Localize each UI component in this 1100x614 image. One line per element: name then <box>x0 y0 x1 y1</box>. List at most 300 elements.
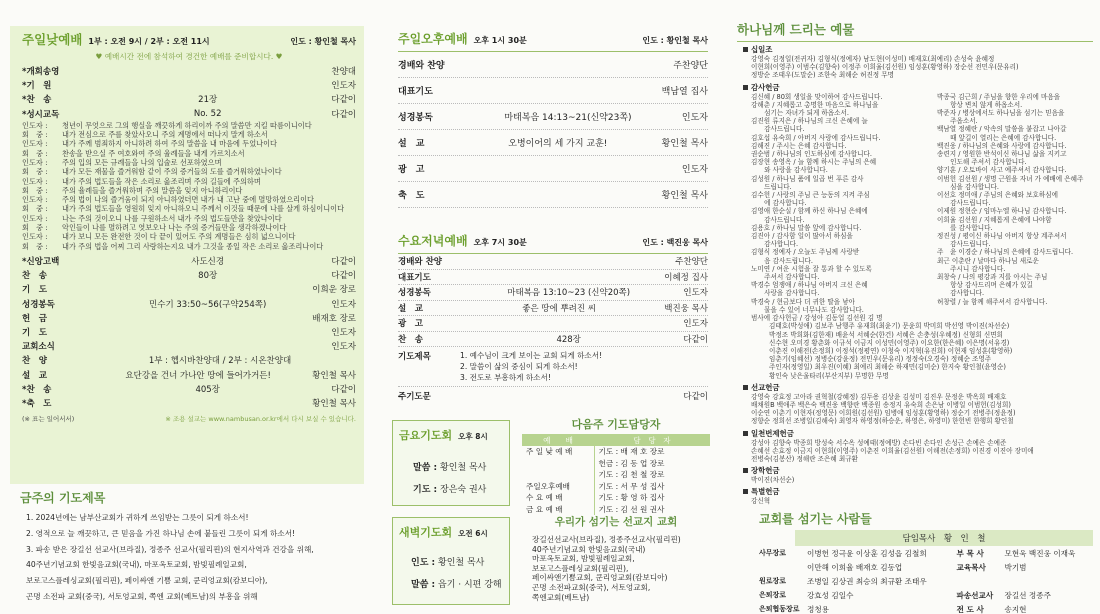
order-person: 인도자 <box>331 81 356 92</box>
wednesday-prayer-item: 2. 말씀이 삶의 중심이 되게 하소서! <box>460 362 578 371</box>
sunday-service-title: 주일낮예배 <box>22 32 83 47</box>
thanks-line: 감사합니다. <box>937 289 985 298</box>
order-label: *기 원 <box>22 81 52 92</box>
thanks-line: 이범헌 김선원 / 생명 근원을 자녀 가 예배에 은혜주 <box>937 174 1084 183</box>
reading-line <box>22 242 356 251</box>
friday-prayer-box <box>392 420 510 506</box>
order-label: *신앙고백 <box>22 257 60 267</box>
order-content: 사도신경 <box>191 257 225 267</box>
staff-names-2 <box>1004 574 1093 588</box>
order-person: 인도자 <box>681 113 708 123</box>
order-row <box>22 353 356 367</box>
thanks-line: 를 감사합니다. <box>937 223 993 232</box>
sunday-service-times: 1부 : 오전 9시 / 2부 : 오전 11시 <box>88 37 210 46</box>
dawn-time: 오전 6시 <box>458 529 488 538</box>
sunday-pm-order <box>398 52 708 208</box>
staff-names-2: 송지현 <box>1004 604 1027 614</box>
order-label: 헌 금 <box>22 313 47 324</box>
thanks-line: 에 감사합니다. <box>751 199 807 208</box>
reading-text: 내가 보니 모든 완전한 것이 다 끝이 있어도 주의 계명들은 심히 넓으니이다 <box>62 232 296 242</box>
order-person: 인도자 <box>331 299 356 310</box>
order-row <box>22 254 356 268</box>
prayer-topic: 3. 파송 받은 장길선 선교사(브라질), 정종주 선교사(필리핀)의 현지사역과 건강을 위해, <box>26 544 314 554</box>
reading-line <box>22 158 356 167</box>
responsive-reading <box>22 121 356 251</box>
order-row <box>22 78 356 92</box>
order-label: 경배와 찬양 <box>398 61 445 71</box>
reading-text: 내가 주의 법도들을 영원히 잊지 아니하오니 주께서 이것들 때문에 나를 살게 하심이니이다 <box>62 204 345 214</box>
reading-line <box>22 167 356 176</box>
thanks-line: 이춘진 이해전(손정희) 이정석(정평연) 이청숙 이지혁(유진희) 이현재 임성훈(황영하) <box>769 346 1013 355</box>
wednesday-order <box>398 254 708 347</box>
thanks-line: 주셔서 감사합니다. <box>751 273 820 282</box>
reading-text: 찬송을 받으실 주 여호와여 주의 율례들을 내게 가르치소서 <box>62 148 245 158</box>
order-person: 인도자 <box>681 165 708 175</box>
staff-names: 정청용 <box>807 604 830 614</box>
order-person: 다같이 <box>683 334 708 345</box>
helper-service <box>522 458 594 470</box>
order-row <box>398 104 708 130</box>
staff-names-2: 모현욱 백진웅 이재욱 <box>1004 548 1076 558</box>
mission-line: 보로고스플레싱교회(필리핀), <box>532 563 629 573</box>
mission-line: 페이싸앤기쁨교회, 쿤리엉교회(캄보디아) <box>532 573 668 583</box>
order-row <box>398 130 708 156</box>
offering-title: 하나님께 드리는 예물 <box>737 20 1093 42</box>
order-person: 이혜정 집사 <box>664 272 708 283</box>
staff-role-2 <box>956 574 1004 588</box>
offering-category <box>743 428 1093 439</box>
order-label: 기 도 <box>22 327 47 338</box>
staff-role: 은퇴협동장로 <box>759 605 800 613</box>
thanks-list-more <box>743 322 1093 379</box>
standing-note: (※ 표는 일어서서) <box>22 414 75 423</box>
staff-title: 교회를 섬기는 사람들 <box>759 512 872 526</box>
reading-speaker: 인도자 : <box>22 120 48 130</box>
dawn-value-2: 읍기 · 시편 강해 <box>438 580 502 590</box>
order-content: 마태복음 14:13~21(신약23쪽) <box>504 113 632 123</box>
thanks-line: 주 윤 이경순 / 하나님의 은혜에 감사드립니다. <box>937 248 1074 257</box>
offering-category-name: 특별헌금 <box>751 487 780 497</box>
thanks-line: 백남열 정혜란 / 악속의 말씀을 붙잡고 나아갈 <box>937 125 1067 134</box>
mission-line: 곤명 소전파교회(중국), 서토엉교회, <box>532 582 651 592</box>
sunday-pm-leader: 인도 : 황인철 목사 <box>642 36 708 45</box>
reading-speaker: 인도자 : <box>22 176 48 186</box>
staff-role: 은퇴장로 <box>759 591 787 599</box>
thanks-line: 양기훈 / 오토바이 사고 예주셔서 감사합니다. <box>937 166 1067 175</box>
offering-name-line: 정향순 정희선 조병일(김해숙) 최영자 하영정(하승운, 하영은, 하영미) 한헌빈 한행희 황인철 <box>751 417 1014 426</box>
lords-prayer-label: 주기도문 <box>398 392 431 402</box>
thanks-line: 범사에 감사헌금 / 강성아 김동업 김선원 김 명 <box>751 314 883 323</box>
mission-line: 40주년기념교회 한빛음교회(국내) <box>532 544 646 554</box>
helper-service <box>522 469 594 481</box>
order-content: 좋은 땅에 뿌려진 씨 <box>522 303 597 314</box>
thanks-line: 신수현 오미경 황춘화 이규석 이금지 이성민(이영주) 이요한(한은혜) 이은명(서유경) <box>769 338 1010 347</box>
thanks-line: 최창숙 / 나의 평강과 지를 아시는 주님 <box>937 273 1048 282</box>
order-person: 인도자 <box>331 327 356 338</box>
thanks-line: 최근 이춘란 / 날마다 하나님 새로운 <box>937 256 1039 265</box>
staff-role-2: 전 도 사 <box>956 604 984 614</box>
thanks-line: 음 감사드립니다. <box>751 256 813 265</box>
order-person: 다같이 <box>331 257 356 267</box>
thanks-line: 항상 감사드리며 은혜가 있길 <box>937 281 1033 290</box>
order-content: 21장 <box>198 95 218 106</box>
reading-line <box>22 139 356 148</box>
sunday-order-list <box>22 64 356 121</box>
order-label: 광 고 <box>398 165 425 175</box>
order-person: 황인철 목사 <box>312 398 356 409</box>
reading-speaker: 인도자 : <box>22 213 48 223</box>
reading-speaker: 회 중 : <box>22 130 48 140</box>
sunday-intro: ♥ 예배시간 전에 참석하여 경건한 예배를 준비합시다. ♥ <box>95 52 283 61</box>
sunday-pm-title: 주일오후예배 <box>398 32 468 46</box>
offering-category <box>743 465 1093 476</box>
reading-line <box>22 130 356 139</box>
staff-names-2: 박기범 <box>1004 562 1027 572</box>
reading-text: 나는 주의 것이오니 나를 구원하소서 내가 주의 법도들만을 찾았나이다 <box>62 213 282 223</box>
reading-line <box>22 195 356 204</box>
thanks-line: 물을 수 있어 너무나도 감사합니다. <box>751 305 864 314</box>
reading-text: 내가 주의 법을 어찌 그리 사랑하는지요 내가 그것을 종일 작은 소리로 읊조리나이다 <box>62 241 324 251</box>
order-person: 인도자 <box>683 319 708 330</box>
order-person: 다같이 <box>331 384 356 395</box>
reading-speaker: 회 중 : <box>22 223 48 233</box>
helper-person: 기도 : 서 무 성 집사 <box>594 481 710 493</box>
offering-name-line: 강영숙 강효정 고아라 권혁철(강혜정) 김두용 김상윤 김성미 김진우 문정운 박옥희 배재호 <box>751 392 1007 401</box>
order-row <box>22 107 356 121</box>
offering-name-line: 강신혁 <box>751 497 771 506</box>
thanks-line: 김용호 / 하나님 말씀 앞에 감사합니다. <box>751 223 862 232</box>
offering-category <box>743 382 1093 393</box>
order-label: 성경봉독 <box>398 288 431 299</box>
column-right <box>735 0 1100 614</box>
offering-name-line: 박이진(차선순) <box>751 476 795 485</box>
offering-name-line: 배채원B 백애주 백은숙 백진웅 백향란 백종원 송정지 유숙희 손은남 이병일 이범헌(김성희) <box>751 400 1011 409</box>
reading-text: 주의 법이 나의 즐거움이 되지 아니하였더면 내가 내 고난 중에 멸망하였으리이다 <box>62 195 314 205</box>
wednesday-prayer-item: 3. 전도로 부흥하게 하소서! <box>460 373 551 382</box>
thanks-line: 사랑을 감사합니다. <box>751 289 820 298</box>
thanks-line: 때 앞길이 열리는 은혜에 감사합니다. <box>937 133 1057 142</box>
staff-row <box>759 560 1093 574</box>
order-row <box>398 78 708 104</box>
order-label: 대표기도 <box>398 272 431 283</box>
order-person: 다같이 <box>331 109 356 120</box>
order-label: *찬 송 <box>22 384 52 395</box>
tithe-label: 십일조 <box>751 45 773 54</box>
thanks-line: 심을 감사합니다. <box>937 182 999 191</box>
prayer-topic: 곤명 소전파 교회(중국), 서토엉교회, 쪽엔 교회(베트남)의 부흥을 위해 <box>26 591 258 601</box>
thanks-line: 주시니 감사합니다. <box>937 264 1006 273</box>
helpers-title: 다음주 기도담당자 <box>571 418 661 431</box>
helpers-head-1: 예 배 <box>543 435 573 445</box>
friday-value-1: 황인철 목사 <box>440 463 487 473</box>
church-staff <box>759 510 1093 614</box>
prayer-topic: 보로고스플레싱교회(필리핀), 페이싸앤 기쁨 교회, 쿤리엉교회(캄보디아), <box>26 576 268 586</box>
wednesday-header <box>398 232 708 254</box>
order-person: 이희운 장로 <box>312 285 356 296</box>
wednesday-prayer-item: 1. 예수님이 크게 보이는 교회 되게 하소서! <box>460 351 603 360</box>
reading-text: 주의 입의 모든 규례들을 나의 입술로 선포하였으며 <box>62 157 222 167</box>
reading-line <box>22 214 356 223</box>
reading-text: 내가 주의 법도들을 작은 소리로 읊조리며 주의 길들에 주의하며 <box>62 176 261 186</box>
mission-line: 장길선선교사(브라질), 정종주선교사(필리핀) <box>532 535 681 544</box>
reading-speaker: 회 중 : <box>22 241 48 251</box>
order-content: 요단강을 건너 가나안 땅에 들어가거든! <box>125 370 271 381</box>
order-person: 주찬양단 <box>673 61 708 71</box>
lords-prayer-who: 다같이 <box>683 392 708 402</box>
order-label: *개회송영 <box>22 67 60 78</box>
offering-category-names <box>743 439 1093 464</box>
order-label: 대표기도 <box>398 87 433 97</box>
helper-row <box>522 458 710 470</box>
helper-service: 주 일 낮 예 배 <box>526 447 573 457</box>
thanks-line: 이희율 김선원 / 지혜롭게 은혜에 나야함 <box>937 215 1052 224</box>
order-label: 설 교 <box>22 370 47 381</box>
reading-line <box>22 186 356 195</box>
staff-row <box>759 602 1093 614</box>
reading-text: 내가 주께 범죄하지 아니하려 하여 주의 말씀을 내 마음에 두었나이다 <box>62 139 277 149</box>
prayer-topic: 2. 영적으로 늘 깨끗하고, 큰 믿음을 가진 하나님 손에 붙들린 그릇이 되게 하소서! <box>26 528 296 538</box>
wednesday-time: 오후 7시 30분 <box>473 238 527 247</box>
order-row <box>398 52 708 78</box>
order-person: 다같이 <box>331 95 356 106</box>
helper-service: 수 요 예 배 <box>526 493 563 503</box>
order-row <box>398 332 708 348</box>
offering-category <box>743 486 1093 497</box>
thanks-line: 박준자 / 병상에서도 하나님을 섬기는 믿음을 <box>937 109 1065 118</box>
order-person: 황인철 목사 <box>661 191 708 201</box>
helper-row <box>522 481 710 493</box>
order-content: 428장 <box>556 334 581 345</box>
reading-speaker: 인도자 : <box>22 232 48 242</box>
thanks-line: 김형식 정예자 / 오늘도 주님께 사랑받 <box>751 248 860 257</box>
thanks-line: 김영애 한순실 / 함께 하신 하나님 은혜에 <box>751 207 868 216</box>
friday-value-2: 장은숙 권사 <box>440 485 487 495</box>
offering-category-name: 선교헌금 <box>751 382 780 392</box>
thanks-line: 김진아 / 감사함 일이 많아서 하심을 <box>751 232 853 241</box>
reading-text: 주의 율례들을 즐거워하며 주의 말씀을 잊지 아니하리이다 <box>62 185 243 195</box>
order-person: 인도자 <box>331 342 356 353</box>
order-person: 황인철 목사 <box>661 139 708 149</box>
offering-name-line: 이순연 이춘기 이현자(정영문) 이희원(김선원) 임병애 임성훈(황영하) 정순기 전병주(정윤정) <box>751 409 1016 418</box>
reading-text: 청년이 무엇으로 그의 행실을 깨끗하게 하리이까 주의 말씀만 지킬 따름이니이다 <box>62 120 312 130</box>
offering-name-line: 전병숙(김봉산) 정해란 조은혜 최규환 <box>751 454 858 463</box>
friday-label-2: 기도 : <box>413 485 438 495</box>
order-label: 광 고 <box>398 319 423 330</box>
mission-line: 마포옥토교회, 밤빛필례일교회, <box>532 554 635 564</box>
staff-role-2: 교육목사 <box>956 562 986 572</box>
order-person: 배재호 장로 <box>312 313 356 324</box>
order-content: 민수기 33:50~56(구약254쪽) <box>149 299 267 310</box>
wednesday-prayer-label: 기도제목 <box>398 352 431 362</box>
order-row <box>22 339 356 353</box>
thanks-line: 이선호 정미애 / 주님의 은혜와 보호하심에 <box>937 191 1058 200</box>
reading-line <box>22 177 356 186</box>
thanks-line: 감사드립니다. <box>751 215 805 224</box>
order-label: 설 교 <box>398 139 425 149</box>
reading-speaker: 인도자 : <box>22 195 48 205</box>
order-label: *축 도 <box>22 398 52 409</box>
staff-table <box>759 546 1093 614</box>
friday-title: 금요기도회 <box>399 429 453 442</box>
staff-role: 사무장로 <box>759 549 787 557</box>
thanks-line: 황인숙 낮은울타리(부산지부) 무명한 무명 <box>769 371 889 380</box>
order-row <box>398 182 708 208</box>
helper-person: 기도 : 배 재 호 장로 <box>594 446 710 458</box>
reading-text: 내가 전심으로 주를 찾았사오니 주의 계명에서 떠나지 말게 하소서 <box>62 130 268 140</box>
sunday-service-leader: 인도 : 황인철 목사 <box>290 37 356 46</box>
thanks-line: 김호섭 유숙희 / 아버지 사랑에 감사드립니다. <box>751 133 881 142</box>
order-row <box>398 156 708 182</box>
order-row <box>22 382 356 396</box>
thanks-line: 이제원 정현순 / 임마누엘 하나님 감사합니다. <box>937 207 1067 216</box>
staff-role-2: 부 목 사 <box>956 548 984 558</box>
reading-speaker: 인도자 : <box>22 139 48 149</box>
thanks-line: 주인자(정영일) 최우진(이혜) 최예리 최해순 하재민(김미순) 한지숙 황인철(윤영순) <box>769 363 1006 372</box>
thanks-line: 김태호(박성애) 김보주 남행주 유재희(최윤기) 문윤희 박미희 박선영 박이진(차선순) <box>769 322 1010 331</box>
staff-names: 이만해 이희율 배재호 김동업 <box>807 562 903 572</box>
thanks-line: 감사합니다. <box>751 240 799 249</box>
order-row <box>22 296 356 310</box>
thanks-line: 김장현 송영옥 / 늘 함께 하시는 주님의 은혜 <box>751 158 877 167</box>
tithe-names <box>743 55 1093 80</box>
order-label: 설 교 <box>398 303 423 314</box>
wednesday-prayer-list <box>460 350 602 383</box>
staff-row <box>759 546 1093 560</box>
order-label: *찬 송 <box>22 95 52 106</box>
helper-person: 기도 : 김 천 철 장로 <box>594 469 710 481</box>
helper-service: 주일오후예배 <box>526 481 571 491</box>
order-row <box>22 396 356 410</box>
dawn-value-1: 황인철 목사 <box>438 558 485 568</box>
senior-pastor: 담임목사 황 인 철 <box>795 530 1093 546</box>
order-label: 축 도 <box>398 191 425 201</box>
helper-service: 금 요 예 배 <box>526 504 563 514</box>
order-person: 다같이 <box>331 271 356 282</box>
thanks-line: 인도해 주셔서 감사합니다. <box>937 158 1027 167</box>
order-content: 405장 <box>195 384 220 395</box>
order-label: 찬 양 <box>22 356 47 367</box>
thanks-line: 박종국 김근희 / 주님을 향한 우리에 마음을 <box>937 92 1061 101</box>
staff-role-2: 파송선교사 <box>956 590 994 600</box>
order-row <box>22 268 356 282</box>
wednesday-leader: 인도 : 백진웅 목사 <box>642 238 708 247</box>
order-row <box>398 254 708 270</box>
thanks-line: 항상 변치 않게 하옵소서. <box>937 100 1023 109</box>
sunday-pm-time: 오후 1시 30분 <box>473 36 527 45</box>
thanks-list-right <box>937 93 1093 323</box>
offering-category-name: 장학헌금 <box>751 466 780 476</box>
helper-person: 기도 : 황 영 하 집사 <box>594 492 710 504</box>
thanks-line: 백진웅 / 하나님의 은혜와 사랑에 감사합니다. <box>937 141 1067 150</box>
reading-line <box>22 223 356 232</box>
thanks-line: 박정조 박희화(김한재) 배윤석 서혜순(한건) 서혜은 손충성(우혜정) 신형희 신면희 <box>769 330 1003 339</box>
thanks-line: 허창렬 / 늘 함께 해주셔서 감사합니다. <box>937 297 1048 306</box>
staff-role <box>759 560 807 574</box>
mission-line: 쪽엔교회(베트남) <box>532 592 590 602</box>
offering-category-name: 일천번제헌금 <box>751 428 794 438</box>
helper-person: 기도 : 김 선 원 권사 <box>594 504 710 516</box>
offering-category-names <box>743 497 1093 505</box>
staff-row <box>759 574 1093 588</box>
helper-row <box>522 469 710 481</box>
dawn-label-2: 말씀 : <box>411 580 436 590</box>
thanks-line: 섬기는 자녀가 되게 하옵소서. <box>751 109 850 118</box>
thanks-line: 정진성 / 평이신 하나님 아버지 항상 계주셔서 <box>937 232 1067 241</box>
thanks-line: 김성원 / 하나님 품에 일곱 번 푸른 감사 <box>751 174 864 183</box>
offering-name-line: 강성아 김향숙 박종희 방성숙 서수옥 성예태(정예방) 손다빈 손다인 손성근 손예은 손예준 <box>751 438 1007 447</box>
order-person: 주찬양단 <box>675 257 708 268</box>
order-label: 교회소식 <box>22 342 55 353</box>
order-row <box>398 270 708 286</box>
thanks-line: 김해진 / 주시는 은혜 감사합니다. <box>751 141 847 150</box>
thanks-label: 감사헌금 <box>751 82 780 92</box>
reading-speaker: 회 중 : <box>22 185 48 195</box>
thanks-line: 송련지 / 영원한 반석이신 하나님 삶을 지키고 <box>937 150 1067 159</box>
order-person: 황인철 목사 <box>312 370 356 381</box>
offering-category-names <box>743 476 1093 484</box>
prayer-topic: 1. 2024년에는 남부산교회가 귀하게 쓰임받는 그릇이 되게 하소서! <box>26 513 249 522</box>
helpers-table <box>522 434 710 515</box>
reading-line <box>22 121 356 130</box>
order-label: 경배와 찬양 <box>398 257 443 268</box>
column-middle <box>384 0 724 614</box>
friday-time: 오후 8시 <box>458 432 488 441</box>
reading-speaker: 회 중 : <box>22 204 48 214</box>
prayer-topics-title: 금주의 기도제목 <box>20 491 106 505</box>
thanks-line: 임춘기(임혜선) 정병순(강윤정) 전민우(문유리) 정정숙(오경숙) 정혜순 조영주 <box>769 355 992 364</box>
thanks-line: 박경숙 / 현금보다 더 귀한 딸을 낳아 <box>751 297 855 306</box>
reading-speaker: 회 중 : <box>22 148 48 158</box>
reading-text: 내가 모든 재물을 즐거워함 같이 주의 증거들의 도를 즐거워하였나이다 <box>62 167 282 177</box>
column-left <box>0 0 374 614</box>
friday-label-1: 말씀 : <box>413 463 438 473</box>
order-label: 찬 송 <box>22 271 47 282</box>
order-label: 성경봉독 <box>22 299 55 310</box>
reading-line <box>22 149 356 158</box>
order-row <box>22 311 356 325</box>
reading-line <box>22 204 356 213</box>
sunday-pm-header <box>398 30 708 52</box>
order-label: 성경봉독 <box>398 113 433 123</box>
order-row <box>398 316 708 332</box>
order-person: 인도자 <box>683 288 708 299</box>
order-row <box>398 301 708 317</box>
thanks-line: 김진원 류지은 / 하나님의 크신 은혜에 늘 <box>751 117 868 126</box>
sunday-service-header <box>22 30 356 48</box>
order-content: 80장 <box>198 271 218 282</box>
dawn-prayer-box <box>392 517 510 605</box>
order-content: 마태복음 13:10~23 (신약20쪽) <box>507 288 631 299</box>
thanks-line: 김수헌 / 사랑의 주님 큰 능동의 지켜 주심 <box>751 191 870 200</box>
tithe-line: 정방순 조태우(도말순) 조한숙 최해순 허진정 무명 <box>751 71 895 80</box>
thanks-line: 노미연 / 여운 시험을 잘 통과 할 수 있도록 <box>751 264 872 273</box>
order-label: 찬 송 <box>398 334 423 345</box>
reading-line <box>22 232 356 241</box>
order-content: 오병이어의 세 가지 교훈! <box>508 139 608 149</box>
reading-text: 악인들이 나를 멸하려고 엿보오나 나는 주의 증거들만을 생각하겠나이다 <box>62 223 287 233</box>
thanks-line: 김신혜 / 80회 생일을 맞이하여 감사드립니다. <box>751 92 883 101</box>
staff-names: 조병일 김상권 최승의 최규환 조태우 <box>807 576 927 586</box>
sermon-website-note: ※ 조용 설교는 www.nambusan.or.kr에서 다시 보실 수 있습니다. <box>165 414 356 423</box>
thanks-line: 감사드립니다. <box>937 240 991 249</box>
order-row <box>22 282 356 296</box>
staff-names: 이병헌 정극윤 이상훈 김성읍 김철희 <box>807 548 927 558</box>
reading-speaker: 회 중 : <box>22 167 48 177</box>
helper-person: 헌금 : 김 동 업 장로 <box>594 458 710 470</box>
order-label: 기 도 <box>22 285 47 296</box>
dawn-label-1: 인도 : <box>411 558 436 568</box>
thanks-line: 강해춘 / 지혜롭고 총명한 마음으로 하나님을 <box>751 100 879 109</box>
